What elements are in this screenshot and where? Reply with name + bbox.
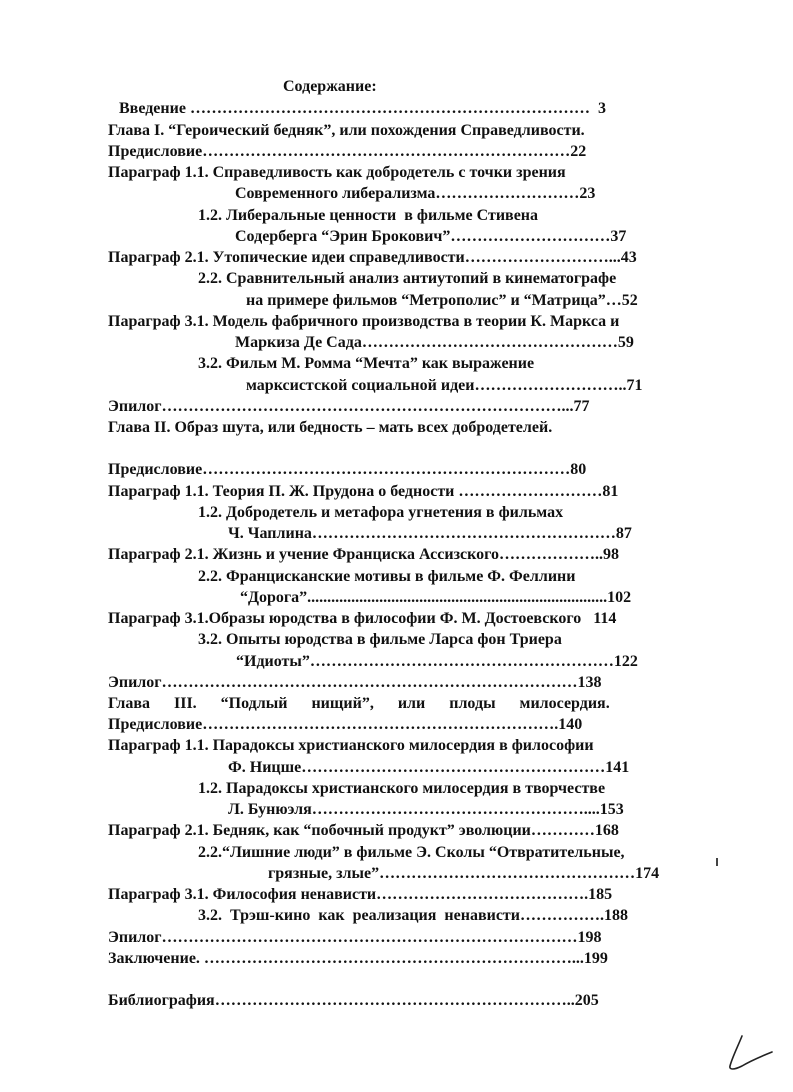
toc-line-3-2-cont: марксистской социальной идеи………………………..71 (246, 377, 643, 394)
toc-line-chapter-2: Глава II. Образ шута, или бедность – мать всех добродетелей. (108, 419, 553, 436)
toc-line-ch3-2-2-cont: грязные, злые”…………………………………………174 (268, 865, 660, 882)
toc-line-ch3-1-1-cont: Ф. Ницше…………………………………………………141 (228, 759, 630, 776)
toc-line-ch3-2-2: 2.2.“Лишние люди” в фильме Э. Сколы “Отвратительные, (198, 844, 625, 861)
toc-line-2-1: Параграф 2.1. Утопические идеи справедливости………………………...43 (108, 249, 637, 266)
toc-line-3-1: Параграф 3.1. Модель фабричного производства в теории К. Маркса и (108, 313, 620, 330)
toc-line-epilogue-2: Эпилог……………………………………………………………………138 (108, 674, 602, 691)
toc-line-preface-1: Предисловие……………………………………………………………22 (108, 143, 587, 160)
toc-line-1-1-cont: Современного либерализма………………………23 (235, 185, 596, 202)
toc-line-ch3-1-2: 1.2. Парадоксы христианского милосердия в творчестве (198, 780, 606, 797)
toc-line-preface-3: Предисловие………………………………………………………….140 (108, 716, 583, 733)
toc-line-ch2-2-2: 2.2. Францисканские мотивы в фильме Ф. Феллини (198, 568, 576, 585)
toc-line-ch2-1-2: 1.2. Добродетель и метафора угнетения в фильмах (198, 504, 564, 521)
toc-line-ch3-3-2: 3.2. Трэш-кино как реализация ненависти…………….188 (198, 907, 628, 924)
toc-line-conclusion: Заключение. ……………………………………………………………...199 (108, 950, 608, 967)
toc-line-3-1-cont: Маркиза Де Сада…………………………………………59 (235, 334, 634, 351)
toc-line-epilogue-1: Эпилог…………………………………………………………………...77 (108, 398, 590, 415)
toc-line-ch2-1-1: Параграф 1.1. Теория П. Ж. Прудона о бедности ………………………81 (108, 483, 619, 500)
toc-line-ch2-2-2-cont: “Дорога”...........................................................................102 (240, 589, 632, 606)
toc-line-ch2-3-2: 3.2. Опыты юродства в фильме Ларса фон Триера (198, 631, 562, 648)
toc-line-introduction: Введение ………………………………………………………………… 3 (119, 100, 606, 117)
toc-line-1-2: 1.2. Либеральные ценности в фильме Стивена (198, 207, 539, 224)
toc-line-1-2-cont: Содерберга “Эрин Брокович”…………………………37 (235, 228, 627, 245)
toc-line-3-2: 3.2. Фильм М. Ромма “Мечта” как выражение (198, 355, 535, 372)
toc-line-ch2-2-1: Параграф 2.1. Жизнь и учение Франциска Ассизского………………..98 (108, 546, 619, 563)
toc-line-ch3-2-1: Параграф 2.1. Бедняк, как “побочный продукт” эволюции…………168 (108, 822, 619, 839)
toc-line-2-2-cont: на примере фильмов “Метрополис” и “Матрица”…52 (246, 292, 638, 309)
toc-line-ch3-3-1: Параграф 3.1. Философия ненависти………………………………….185 (108, 886, 613, 903)
toc-title: Содержание: (283, 78, 377, 95)
toc-line-ch2-3-2-cont: “Идиоты”…………………………………………………122 (236, 653, 638, 670)
toc-line-preface-2: Предисловие……………………………………………………………80 (108, 461, 587, 478)
toc-line-ch2-1-2-cont: Ч. Чаплина…………………………………………………87 (228, 525, 632, 542)
toc-line-chapter-3: Глава III. “Подлый нищий”, или плоды милосердия. (108, 695, 610, 712)
toc-line-ch2-3-1: Параграф 3.1.Образы юродства в философии Ф. М. Достоевского 114 (108, 610, 617, 627)
toc-line-ch3-1-2-cont: Л. Бунюэля……………………………………………....153 (228, 801, 624, 818)
toc-line-bibliography: Библиография…………………………………………………………..205 (108, 992, 599, 1009)
handwritten-mark-icon (720, 1030, 780, 1075)
toc-line-2-2: 2.2. Сравнительный анализ антиутопий в кинематографе (198, 270, 617, 287)
toc-line-ch3-1-1: Параграф 1.1. Парадоксы христианского милосердия в философии (108, 737, 594, 754)
stray-mark (716, 858, 718, 866)
toc-line-1-1: Параграф 1.1. Справедливость как добродетель с точки зрения (108, 164, 566, 181)
toc-line-chapter-1: Глава I. “Героический бедняк”, или похождения Справедливости. (108, 122, 585, 139)
toc-line-epilogue-3: Эпилог……………………………………………………………………198 (108, 929, 602, 946)
